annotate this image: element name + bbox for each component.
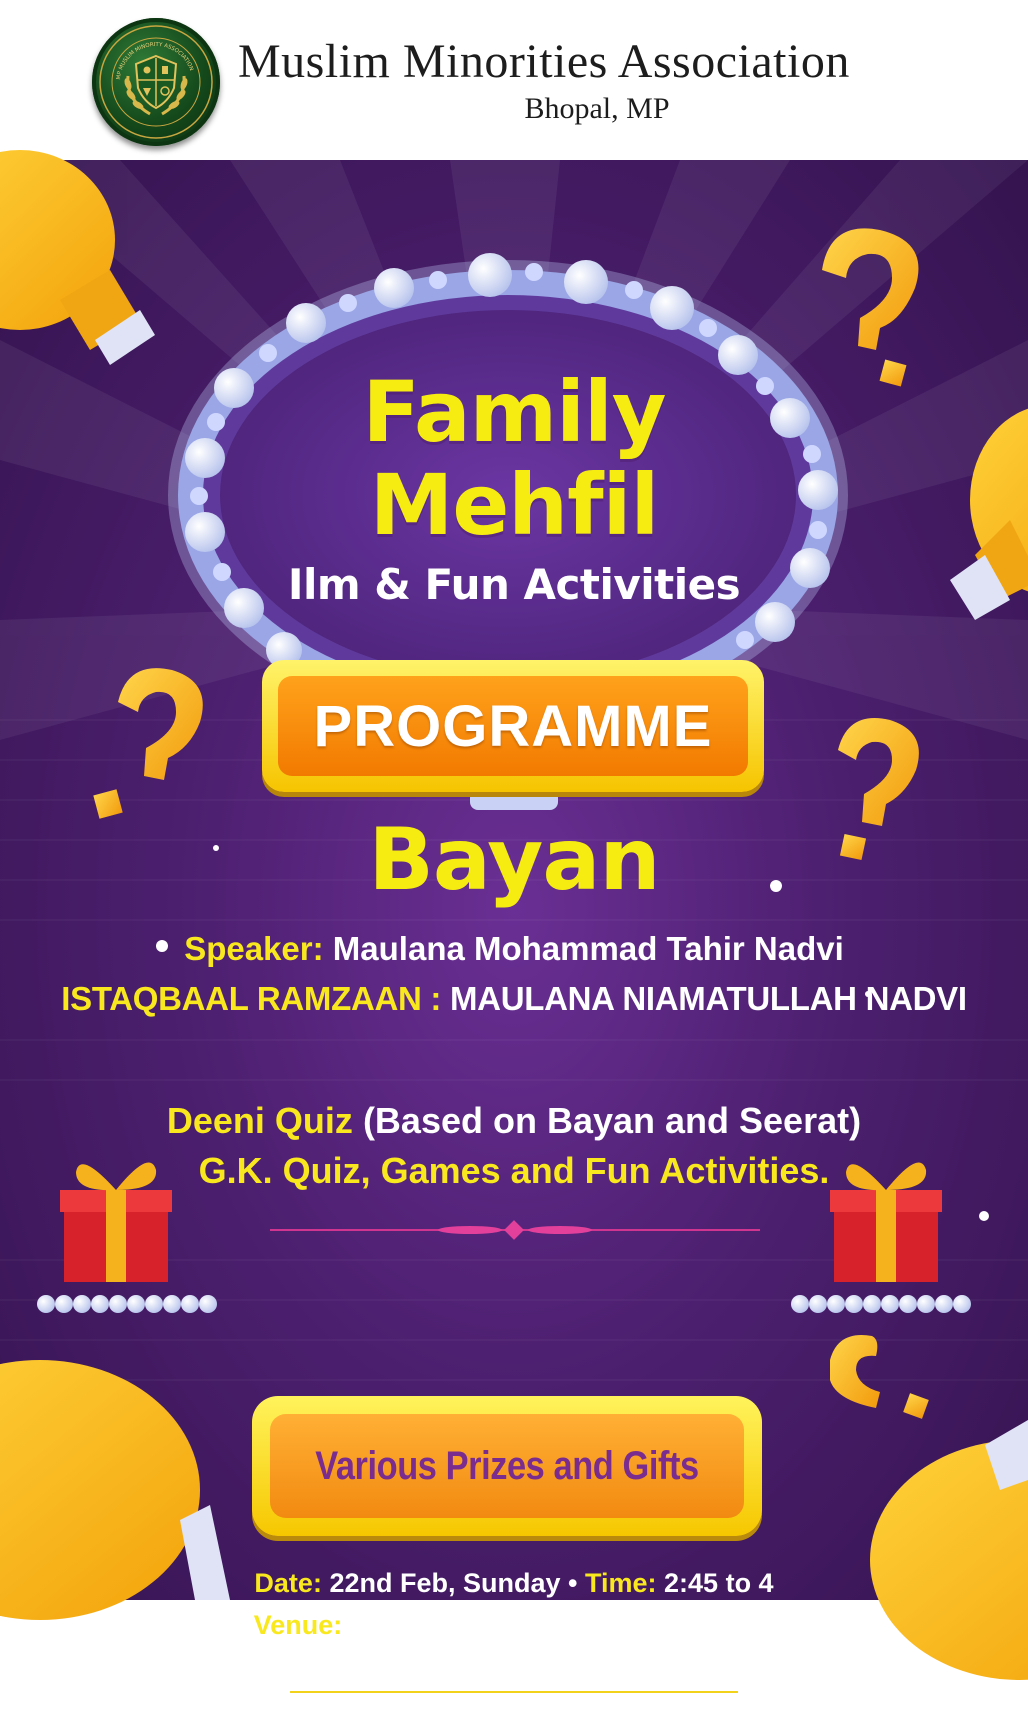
venue-line: [0, 1610, 1028, 1641]
date-time-line: [0, 1568, 1028, 1599]
date-label: Date:: [254, 1568, 322, 1598]
header: [0, 0, 1028, 160]
organization-city: Bhopal, MP: [524, 92, 670, 125]
question-mark-icon: [830, 1335, 929, 1419]
time-value: 2:45 to 4: [664, 1568, 774, 1598]
footer-divider: [290, 1691, 738, 1693]
istaqbaal-name: MAULANA NIAMATULLAH NADVI: [449, 980, 967, 1017]
programme-label: PROGRAMME: [313, 693, 713, 759]
venue-label: Venue:: [253, 1610, 343, 1640]
date-value: 22nd Feb, Sunday: [329, 1568, 561, 1598]
prizes-banner: [252, 1396, 762, 1536]
logo-ring-text: MP MUSLIM MINORITY ASSOCIATION: [116, 41, 195, 81]
light-bulb-icon: [870, 1420, 1028, 1680]
programme-banner-inner: [278, 676, 748, 776]
event-poster: [0, 160, 1028, 1735]
venue-address-line1: First Floor, Masjid Faiz Bahadrur,: [349, 1610, 775, 1640]
bayan-heading: Bayan: [368, 810, 660, 910]
event-title-family: Family: [362, 363, 666, 461]
speaker-label: Speaker:: [184, 930, 324, 967]
time-label: Time:: [584, 1568, 657, 1598]
speaker-name: Maulana Mohammad Tahir Nadvi: [332, 930, 844, 967]
ornamental-divider: [270, 1222, 760, 1238]
event-subtitle: Ilm & Fun Activities: [287, 560, 741, 609]
prizes-banner-inner: [270, 1414, 744, 1518]
deeni-quiz-line: [0, 1100, 1028, 1142]
event-title-mehfil: Mehfil: [369, 456, 659, 554]
deeni-quiz-label: Deeni Quiz: [166, 1100, 353, 1141]
istaqbaal-label: ISTAQBAAL RAMZAAN :: [61, 980, 442, 1017]
date-time-separator: •: [568, 1568, 578, 1598]
organization-name: Muslim Minorities Association: [238, 35, 850, 88]
prizes-label: Various Prizes and Gifts: [315, 1443, 699, 1488]
other-activities-line: G.K. Quiz, Games and Fun Activities.: [198, 1150, 830, 1191]
association-logo: [92, 18, 220, 146]
speaker-line: [0, 930, 1028, 968]
istaqbaal-line: [0, 980, 1028, 1018]
venue-address-line2: Kamla Park, Bhopal: [387, 1646, 641, 1676]
deeni-quiz-note: (Based on Bayan and Seerat): [362, 1100, 862, 1141]
programme-banner: [262, 660, 764, 792]
invite-text: Invite and bring your family, relatives & friends.: [198, 1704, 830, 1735]
logo-emblem-icon: [92, 18, 220, 146]
